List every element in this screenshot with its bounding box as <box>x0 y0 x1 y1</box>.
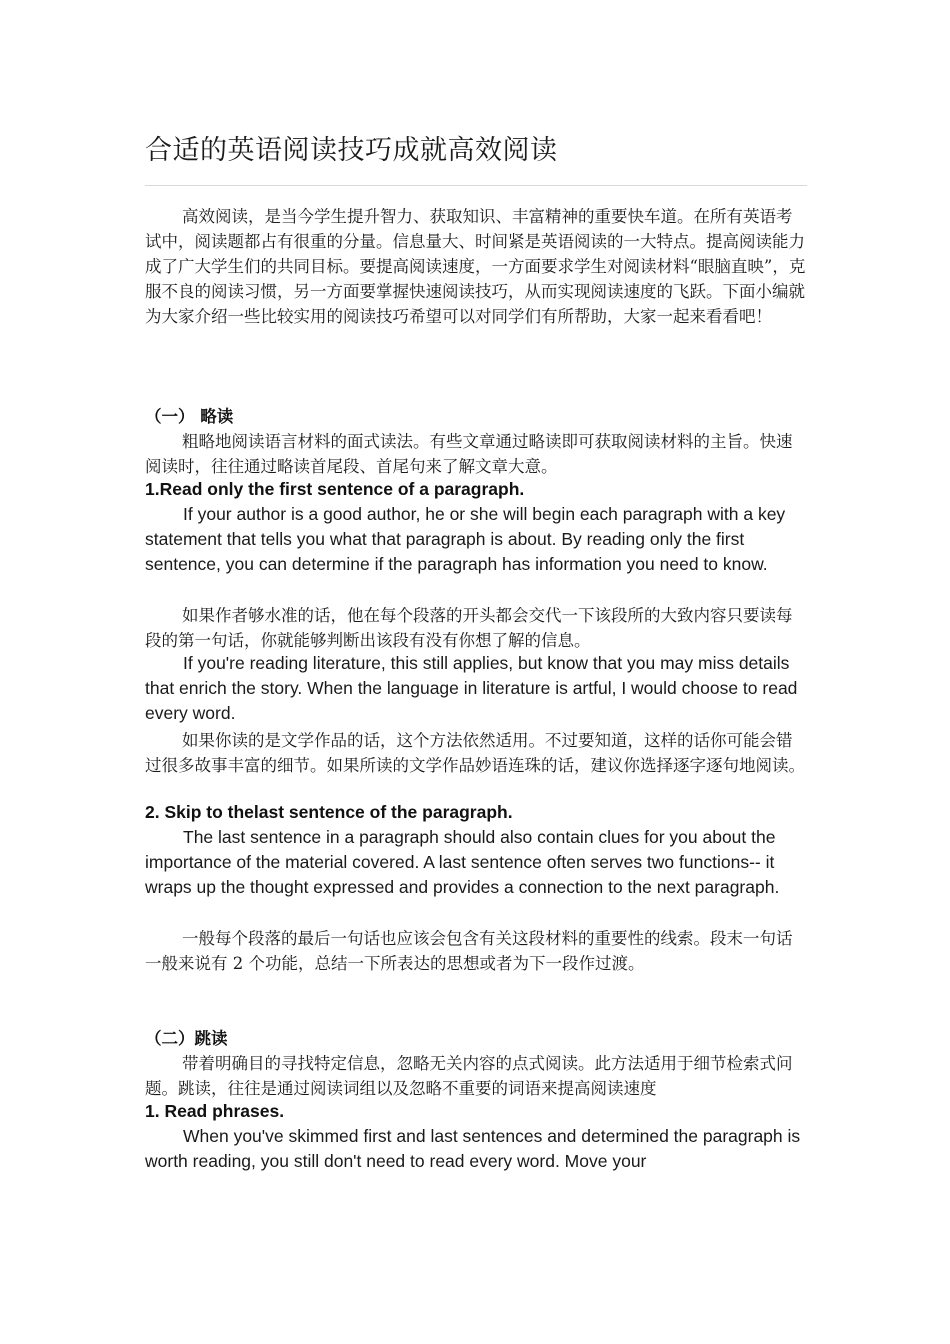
document-title: 合适的英语阅读技巧成就高效阅读 <box>145 135 558 166</box>
english-paragraph: If you're reading literature, this still applies, but know that you may miss details that enrich the story. When the language in literature is artful, I would choose to read every word. <box>145 653 798 723</box>
section-heading-skimming: （一） 略读 <box>145 407 234 426</box>
tip-title: 1. Read phrases. <box>145 1101 285 1121</box>
section-heading-scanning: （二）跳读 <box>145 1029 228 1048</box>
section-description: 粗略地阅读语言材料的面式读法。有些文章通过略读即可获取阅读材料的主旨。快速阅读时，往往通过略读首尾段、首尾句来了解文章大意。 <box>145 432 793 476</box>
tip-title: 1.Read only the first sentence of a paragraph. <box>145 479 525 499</box>
tip-title: 2. Skip to thelast sentence of the paragraph. <box>145 802 513 822</box>
english-paragraph: If your author is a good author, he or she will begin each paragraph with a key statement that tells you what that paragraph is about. By reading only the first sentence, you can determine if the paragraph has information you need to know. <box>145 504 786 574</box>
intro-paragraph: 高效阅读，是当今学生提升智力、获取知识、丰富精神的重要快车道。在所有英语考试中，阅读题都占有很重的分量。信息量大、时间紧是英语阅读的一大特点。提高阅读能力成了广大学生们的共同目标。要提高阅读速度，一方面要求学生对阅读材料“眼脑直映”，克服不良的阅读习惯，另一方面要掌握快速阅读技巧，从而实现阅读速度的飞跃。下面小编就为大家介绍一些比较实用的阅读技巧希望可以对同学们有所帮助，大家一起来看看吧！ <box>145 207 806 326</box>
title-divider <box>145 185 807 186</box>
chinese-paragraph: 如果你读的是文学作品的话，这个方法依然适用。不过要知道，这样的话你可能会错过很多故事丰富的细节。如果所读的文学作品妙语连珠的话，建议你选择逐字逐句地阅读。 <box>145 731 805 775</box>
english-paragraph: The last sentence in a paragraph should also contain clues for you about the importance of the material covered. A last sentence often serves two functions-- it wraps up the thought expressed and provides a connection to the next paragraph. <box>145 827 780 897</box>
chinese-paragraph: 一般每个段落的最后一句话也应该会包含有关这段材料的重要性的线索。段末一句话一般来说有 2 个功能，总结一下所表达的思想或者为下一段作过渡。 <box>145 929 793 973</box>
english-paragraph: When you've skimmed first and last sentences and determined the paragraph is worth reading, you still don't need to read every word. Move your <box>145 1126 801 1171</box>
section-description: 带着明确目的寻找特定信息，忽略无关内容的点式阅读。此方法适用于细节检索式问题。跳读，往往是通过阅读词组以及忽略不重要的词语来提高阅读速度 <box>145 1054 793 1098</box>
chinese-paragraph: 如果作者够水准的话，他在每个段落的开头都会交代一下该段所的大致内容只要读每段的第一句话，你就能够判断出该段有没有你想了解的信息。 <box>145 606 793 650</box>
